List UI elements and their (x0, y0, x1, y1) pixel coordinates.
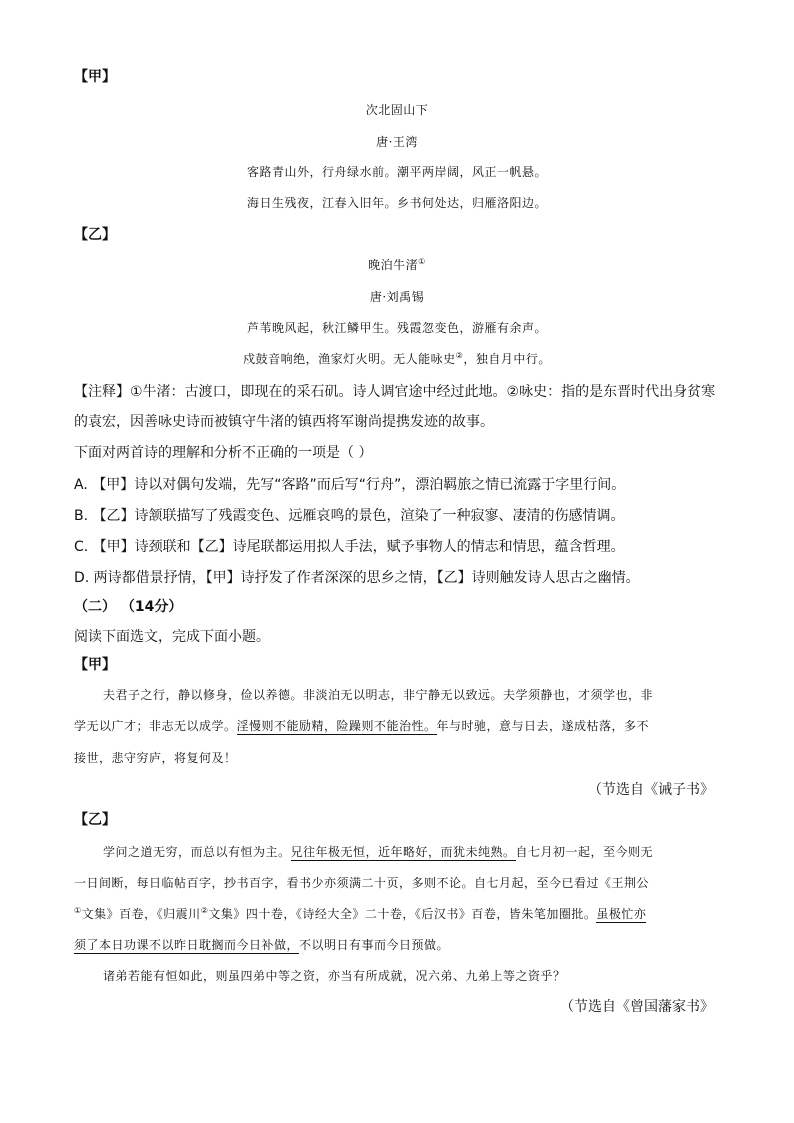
poem2-author: 唐·刘禹锡 (369, 290, 425, 304)
note-line-2: 的袁宏，因善咏史诗而被镇守牛渚的镇西将军谢尚提携发迹的故事。 (74, 414, 494, 430)
yi-text-line-1: 学问之道无穷，而总以有恒为主。兄往年极无恒，近年略好，而犹未纯熟。自七月初一起，至今则无 (103, 845, 654, 859)
option-c: C. 【甲】诗颈联和【乙】诗尾联都运用拟人手法，赋予事物人的情志和情思，蕴含哲理。 (74, 539, 625, 555)
poem2-line2: 戍鼓音响绝，渔家灯火明。无人能咏史②，独自月中行。 (243, 351, 551, 366)
footnote-mark: ① (74, 906, 82, 915)
jia-text-line-3: 接世，悲守穷庐，将复何及！ (74, 751, 237, 765)
yi-text-line-3: ①文集》百卷，《归震川②文集》四十卷，《诗经大全》二十卷，《后汉书》百卷，皆朱笔加圈批。虽极忙亦 (74, 906, 647, 921)
yi-source: （节选自《曾国藩家书》 (560, 999, 714, 1015)
underlined-sentence: 虽极忙亦 (596, 907, 647, 921)
yi-text-line-5: 诸弟若能有恒如此，则虽四弟中等之资，亦当有所成就，况六弟、九弟上等之资乎？ (103, 969, 566, 983)
poem1-author: 唐·王湾 (376, 135, 418, 149)
label-yi-2: 【乙】 (74, 812, 116, 828)
label-jia-2: 【甲】 (74, 657, 116, 673)
option-a: A. 【甲】诗以对偶句发端，先写“客路”而后写“行舟”，漂泊羁旅之情已流露于字里行间。 (74, 477, 626, 493)
label-jia: 【甲】 (74, 69, 116, 85)
underlined-sentence: 淫慢则不能励精，险躁则不能治性。 (236, 719, 437, 733)
yi-text-line-4: 须了本日功课不以昨日耽搁而今日补做，不以明日有事而今日预做。 (74, 938, 450, 952)
footnote-mark: ② (455, 351, 464, 360)
yi-text-line-2: 一日间断，每日临帖百字，抄书百字，看书少亦须满二十页，多则不论。自七月起，至今已看过《王荆公 (74, 876, 650, 890)
jia-source: （节选自《诫子书》 (588, 782, 714, 798)
poem1-title: 次北固山下 (365, 103, 429, 117)
jia-text-line-1: 夫君子之行，静以修身，俭以养德。非淡泊无以明志，非宁静无以致远。夫学须静也，才须学也，非 (103, 688, 654, 702)
section-heading: （二） （14分） (74, 599, 183, 615)
underlined-sentence: 兄往年极无恒，近年略好，而犹未纯熟。 (290, 845, 516, 859)
jia-text-line-2: 学无以广才；非志无以成学。淫慢则不能励精，险躁则不能治性。年与时驰，意与日去，遂成枯落，多不 (74, 719, 650, 733)
label-yi: 【乙】 (74, 227, 116, 243)
poem1-line2: 海日生残夜，江春入旧年。乡书何处达，归雁洛阳边。 (246, 196, 547, 210)
option-d: D. 两诗都借景抒情，【甲】诗抒发了作者深深的思乡之情，【乙】诗则触发诗人思古之幽情。 (74, 570, 640, 586)
poem2-line1: 芦苇晚风起，秋江鳞甲生。残霞忽变色，游雁有余声。 (246, 321, 547, 335)
underlined-sentence: 须了本日功课不以昨日耽搁而今日补做， (74, 938, 300, 952)
option-b: B. 【乙】诗颔联描写了残霞变色、远雁哀鸣的景色，渲染了一种寂寥、凄清的伤感情调。 (74, 508, 625, 524)
instruction: 阅读下面选文，完成下面小题。 (74, 629, 270, 645)
question-stem: 下面对两首诗的理解和分析不正确的一项是（ ） (74, 445, 373, 461)
note-line-1: 【注释】①牛渚：古渡口，即现在的采石矶。诗人调官途中经过此地。②咏史：指的是东晋时代出身贫寒 (74, 384, 716, 400)
footnote-mark: ② (200, 906, 209, 915)
poem2-title: 晚泊牛渚① (368, 257, 426, 272)
poem1-line1: 客路青山外，行舟绿水前。潮平两岸阔，风正一帆悬。 (246, 165, 547, 179)
footnote-mark: ① (418, 257, 426, 266)
